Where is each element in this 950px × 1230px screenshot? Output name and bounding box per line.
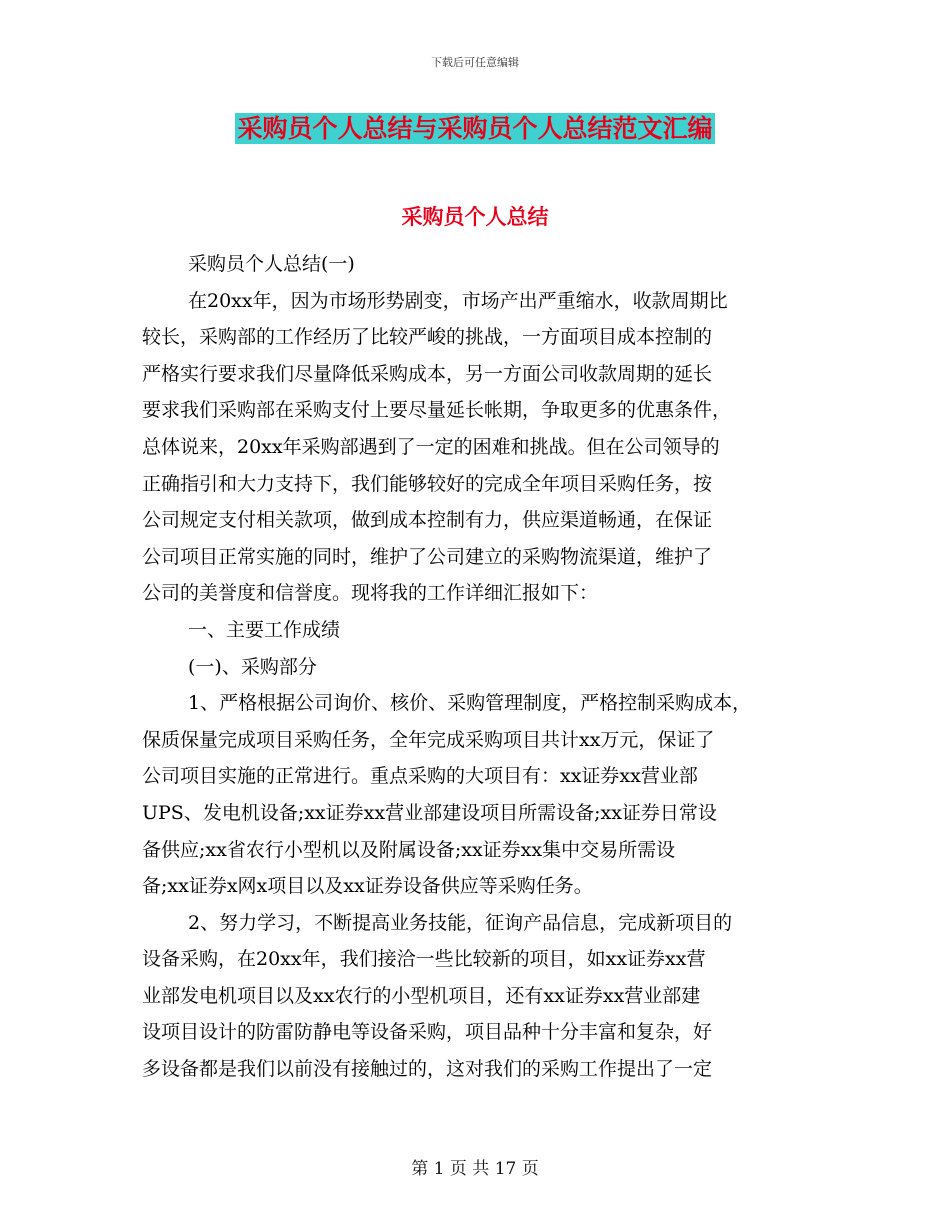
paragraph-line: 采购员个人总结(一) bbox=[188, 253, 355, 275]
paragraph-line: 1、严格根据公司询价、核价、采购管理制度，严格控制采购成本， bbox=[188, 692, 752, 715]
paragraph-line: UPS、发电机设备;xx证券xx营业部建设项目所需设备;xx证券日常设 bbox=[142, 801, 717, 824]
paragraph-line: 要求我们采购部在采购支付上要尽量延长帐期，争取更多的优惠条件， bbox=[142, 399, 732, 422]
header-note: 下载后可任意编辑 bbox=[431, 56, 519, 69]
page-number-footer: 第 1 页 共 17 页 bbox=[411, 1159, 539, 1179]
paragraph-line: 设项目设计的防雷防静电等设备采购，项目品种十分丰富和复杂，好 bbox=[142, 1021, 713, 1044]
paragraph-line: 在20xx年，因为市场形势剧变，市场产出严重缩水，收款周期比 bbox=[188, 289, 728, 312]
paragraph-line: 一、主要工作成绩 bbox=[188, 618, 341, 641]
paragraph-line: 业部发电机项目以及xx农行的小型机项目，还有xx证券xx营业部建 bbox=[142, 984, 701, 1007]
paragraph-line: 保质保量完成项目采购任务，全年完成采购项目共计xx万元，保证了 bbox=[142, 728, 715, 751]
paragraph-line: 公司规定支付相关款项，做到成本控制有力，供应渠道畅通，在保证 bbox=[142, 509, 713, 532]
paragraph-line: 公司项目正常实施的同时，维护了公司建立的采购物流渠道，维护了 bbox=[142, 545, 713, 568]
paragraph-line: (一)、采购部分 bbox=[188, 655, 317, 678]
paragraph-line: 公司的美誉度和信誉度。现将我的工作详细汇报如下： bbox=[142, 582, 599, 605]
main-title: 采购员个人总结与采购员个人总结范文汇编 bbox=[237, 114, 713, 143]
paragraph-line: 多设备都是我们以前没有接触过的，这对我们的采购工作提出了一定 bbox=[142, 1058, 713, 1081]
body-text bbox=[142, 246, 822, 1088]
paragraph-line: 公司项目实施的正常进行。重点采购的大项目有：xx证券xx营业部 bbox=[142, 765, 698, 788]
paragraph-line: 总体说来，20xx年采购部遇到了一定的困难和挑战。但在公司领导的 bbox=[142, 435, 720, 458]
paragraph-line: 严格实行要求我们尽量降低采购成本，另一方面公司收款周期的延长 bbox=[142, 362, 713, 385]
paragraph-line: 较长，采购部的工作经历了比较严峻的挑战，一方面项目成本控制的 bbox=[142, 326, 713, 349]
section-title: 采购员个人总结 bbox=[401, 205, 549, 229]
main-title-container bbox=[0, 113, 950, 144]
paragraph-line: 设备采购，在20xx年，我们接洽一些比较新的项目，如xx证券xx营 bbox=[142, 948, 706, 971]
paragraph-line: 备供应;xx省农行小型机以及附属设备;xx证券xx集中交易所需设 bbox=[142, 838, 676, 861]
paragraph-line: 2、努力学习，不断提高业务技能，征询产品信息，完成新项目的 bbox=[188, 911, 733, 934]
paragraph-line: 正确指引和大力支持下，我们能够较好的完成全年项目采购任务，按 bbox=[142, 472, 713, 495]
paragraph-line: 备;xx证券x网x项目以及xx证券设备供应等采购任务。 bbox=[142, 875, 593, 898]
